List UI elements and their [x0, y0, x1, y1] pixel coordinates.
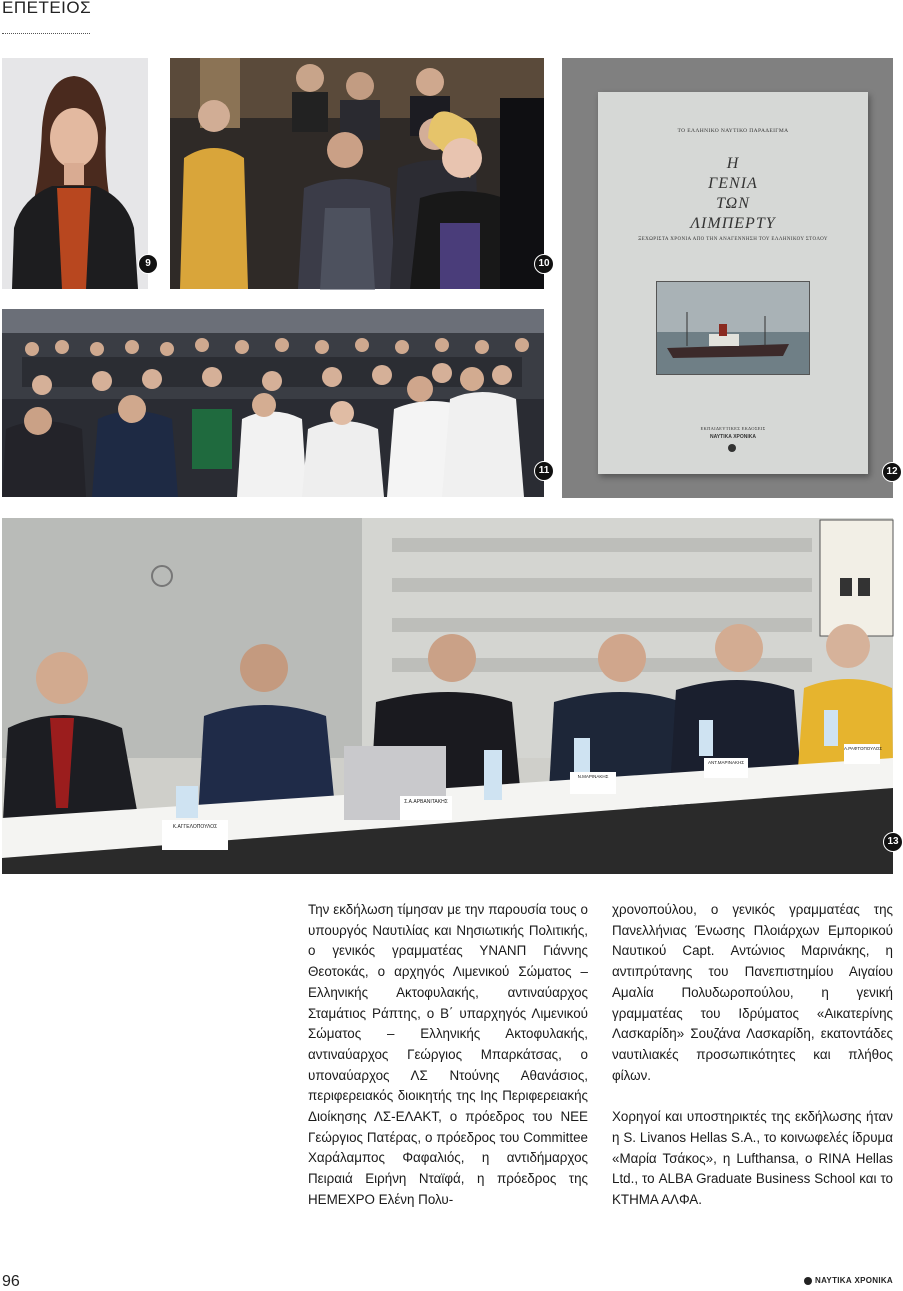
book-publisher-name: ΝΑΥΤΙΚΑ ΧΡΟΝΙΚΑ — [710, 434, 756, 440]
book-title — [598, 154, 868, 234]
book-publisher-top: ΤΟ ΕΛΛΗΝΙΚΟ ΝΑΥΤΙΚΟ ΠΑΡΑΔΕΙΓΜΑ — [677, 128, 789, 134]
photo-number-badge: 10 — [534, 254, 554, 274]
book-title-line: Η — [726, 155, 740, 172]
photo-11 — [2, 309, 550, 497]
photo-13-image — [2, 518, 893, 874]
book-title-line: ΓΕΝΙΑ — [708, 175, 758, 192]
article-paragraph: χρονοπούλου, ο γενικός γραμματέας της Πανελλήνιας Ένωσης Πλοιάρχων Εμπορικού Ναυτικού Capt. Αντώνιος Μαρινάκης, η αντιπρύτανης του Πανεπιστημίου Αιγαίου Αμαλία Πολυδωροπούλου, η γενική γραμματέας του Ιδρύματος «Αικατερίνης Λασκαρίδη» Σουζάνα Λασκαρίδη, εκατοντάδες ναυτιλιακές προσωπικότητες και πλήθος φίλων. — [612, 902, 893, 1083]
book-title-line: ΤΩΝ — [716, 195, 750, 212]
name-plate: Σ.Α.ΑΡΒΑΝΙΤΑΚΗΣ — [400, 796, 452, 820]
photo-number-badge: 12 — [882, 462, 902, 482]
publisher-logo-icon — [728, 444, 736, 452]
article-column-2 — [612, 900, 893, 1211]
page-number: 96 — [2, 1273, 20, 1290]
title-divider — [2, 33, 90, 34]
photo-10 — [170, 58, 550, 289]
name-plate: ΑΝΤ.ΜΑΡΙΝΑΚΗΣ — [704, 758, 748, 778]
photo-10-image — [170, 58, 544, 289]
book-title-line: ΛΙΜΠΕΡΤΥ — [690, 215, 776, 232]
photo-12 — [562, 58, 898, 498]
book-cover — [598, 92, 868, 474]
article-paragraph: Την εκδήλωση τίμησαν με την παρουσία τους ο υπουργός Ναυτιλίας και Νησιωτικής Πολιτικής, ο γενικός γραμματέας ΥΝΑΝΠ Γιάννης Θεοτοκάς, ο αρχηγός Λιμενικού Σώματος – Ελληνικής Ακτοφυλακής, αντιναύαρχος Σταμάτιος Ράπτης, ο Β΄ υπαρχηγός Λιμενικού Σώματος – Ελληνικής Ακτοφυλακής, αντιναύαρχος Γεώργιος Μπαρκάτσας, ο υποναύαρχος ΛΣ Ντούνης Αθανάσιος, περιφερειακός διοικητής της Ιης Περιφερειακής Διοίκησης ΛΣ-ΕΛΑΚΤ, ο πρόεδρος του ΝΕΕ Γεώργιος Πατέρας, ο πρόεδρος του Committee Χαράλαμπος Φαφαλιός, η αντιδήμαρχος Πειραιά Ειρήνη Νταϊφά, η πρόεδρος της ΗΕΜΕΧΡΟ Ελένη Πολυ- — [308, 902, 588, 1207]
footer-brand-name: ΝΑΥΤΙΚΑ ΧΡΟΝΙΚΑ — [815, 1276, 893, 1285]
photo-13 — [2, 518, 899, 874]
footer-brand — [804, 1276, 893, 1285]
name-plate: Κ.ΑΓΓΕΛΟΠΟΥΛΟΣ — [162, 820, 228, 850]
photo-9-image — [2, 58, 148, 289]
article-column-1 — [308, 900, 588, 1211]
name-plate: Ν.ΜΑΡΙΝΑΚΗΣ — [570, 772, 616, 794]
photo-9 — [2, 58, 151, 289]
book-publisher-line: ΕΚΠΑΙΔΕΥΤΙΚΕΣ ΕΚΔΟΣΕΙΣ — [700, 426, 766, 431]
name-plate: Α.ΡΑΦΤΟΠΟΥΛΟΣ — [844, 744, 880, 764]
ship-painting — [656, 281, 810, 375]
brand-logo-icon — [804, 1277, 812, 1285]
photo-number-badge: 11 — [534, 461, 554, 481]
photo-number-badge: 13 — [883, 832, 903, 852]
section-title: ΕΠΕΤΕΙΟΣ — [2, 0, 92, 17]
photo-number-badge: 9 — [138, 254, 158, 274]
book-subtitle: ΞΕΧΩΡΙΣΤΑ ΧΡΟΝΙΑ ΑΠΟ ΤΗΝ ΑΝΑΓΕΝΝΗΣΗ ΤΟΥ ΕΛΛΗΝΙΚΟΥ ΣΤΟΛΟΥ — [638, 237, 828, 242]
photo-11-image — [2, 309, 544, 497]
article-paragraph: Χορηγοί και υποστηρικτές της εκδήλωσης ήταν η S. Livanos Hellas S.A., το κοινωφελές ίδρυμα «Μαρία Τσάκος», η Lufthansa, ο RINA Hellas Ltd., το ALBA Graduate Business School και το ΚΤΗΜΑ ΑΛΦΑ. — [612, 1109, 893, 1208]
